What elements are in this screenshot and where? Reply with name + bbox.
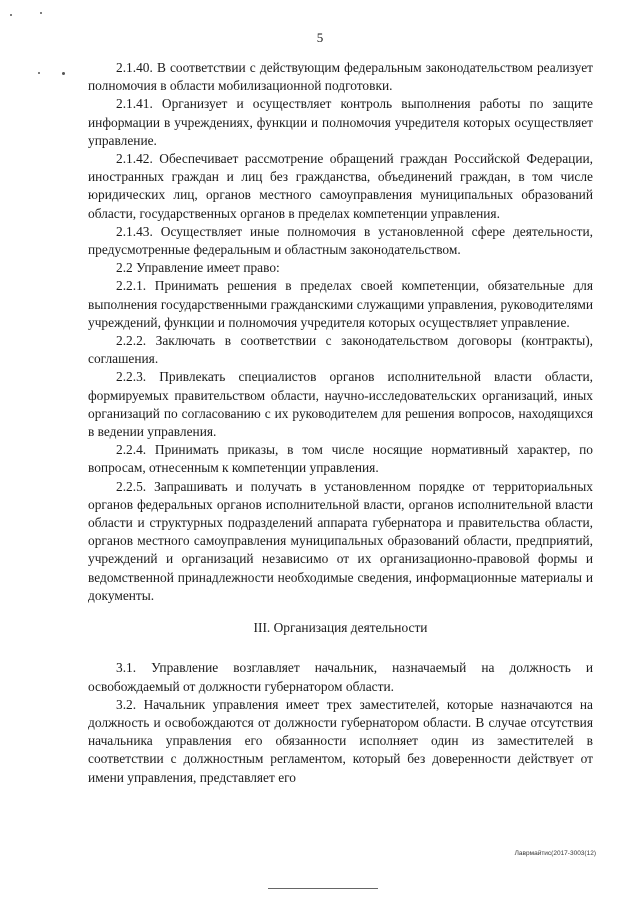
bottom-divider xyxy=(268,888,378,889)
paragraph-2-1-42: 2.1.42. Обеспечивает рассмотрение обращений граждан Российской Федерации, иностранных граждан и лиц без гражданства, объединений граждан, в том числе юридических лиц, органов местного самоуправления муниципальных образований области, государственных органов в пределах компетенции управления. xyxy=(88,151,593,221)
paragraph-2-1-41: 2.1.41. Организует и осуществляет контроль выполнения работы по защите информации в учреждениях, функции и полномочия учредителя которых осуществляет управление. xyxy=(88,96,593,148)
paragraph-2-2-2: 2.2.2. Заключать в соответствии с законодательством договоры (контракты), соглашения. xyxy=(88,333,593,367)
scan-speck xyxy=(62,72,65,75)
page-number: 5 xyxy=(316,30,324,45)
scan-speck xyxy=(10,14,12,16)
paragraph-2-2-3: 2.2.3. Привлекать специалистов органов исполнительной власти области, формируемых правительством области, научно-исследовательских организаций, иных организаций по согласованию с их руководителем для решения вопросов, находящихся в ведении управления. xyxy=(88,369,593,440)
paragraph-2-2-1: 2.2.1. Принимать решения в пределах своей компетенции, обязательные для выполнения государственными гражданскими служащими управления, руководителями учреждений, функции и полномочия учредителя которых осуществляет управление. xyxy=(88,278,593,330)
scan-speck xyxy=(38,72,40,74)
section-heading: III. Организация деятельности xyxy=(253,620,428,636)
paragraph-3-2: 3.2. Начальник управления имеет трех заместителей, которые назначаются на должность и освобождаются от должности губернатором области. В случае отсутствия начальника управления его обязанности исполняет один из заместителей в соответствии с должностным регламентом, который без доверенности действует от имени управления, представляет его xyxy=(88,696,593,785)
paragraph-3-1: 3.1. Управление возглавляет начальник, назначаемый на должность и освобождаемый от должности губернатором области. xyxy=(88,660,593,694)
paragraph-2-2: 2.2 Управление имеет право: xyxy=(116,260,280,276)
document-code: Лаврмайтис(2017-3003(12) xyxy=(514,850,596,857)
paragraph-2-2-4: 2.2.4. Принимать приказы, в том числе носящие нормативный характер, по вопросам, отнесенным к компетенции управления. xyxy=(88,442,593,476)
scan-speck xyxy=(40,12,42,14)
document-body xyxy=(88,59,593,787)
paragraph-2-1-40: 2.1.40. В соответствии с действующим федеральным законодательством реализует полномочия в области мобилизационной подготовки. xyxy=(88,60,593,94)
paragraph-2-2-5: 2.2.5. Запрашивать и получать в установленном порядке от территориальных органов федеральных органов исполнительной власти, органов исполнительной власти области и структурных подразделений аппарата губернатора и правительства области, органов местного самоуправления муниципальных образований области, предприятий, учреждений и организаций независимо от их организационно-правовой формы и ведомственной принадлежности необходимые сведения, информационные материалы и документы. xyxy=(88,478,593,603)
paragraph-2-1-43: 2.1.43. Осуществляет иные полномочия в установленной сфере деятельности, предусмотренные федеральным и областным законодательством. xyxy=(88,223,593,258)
